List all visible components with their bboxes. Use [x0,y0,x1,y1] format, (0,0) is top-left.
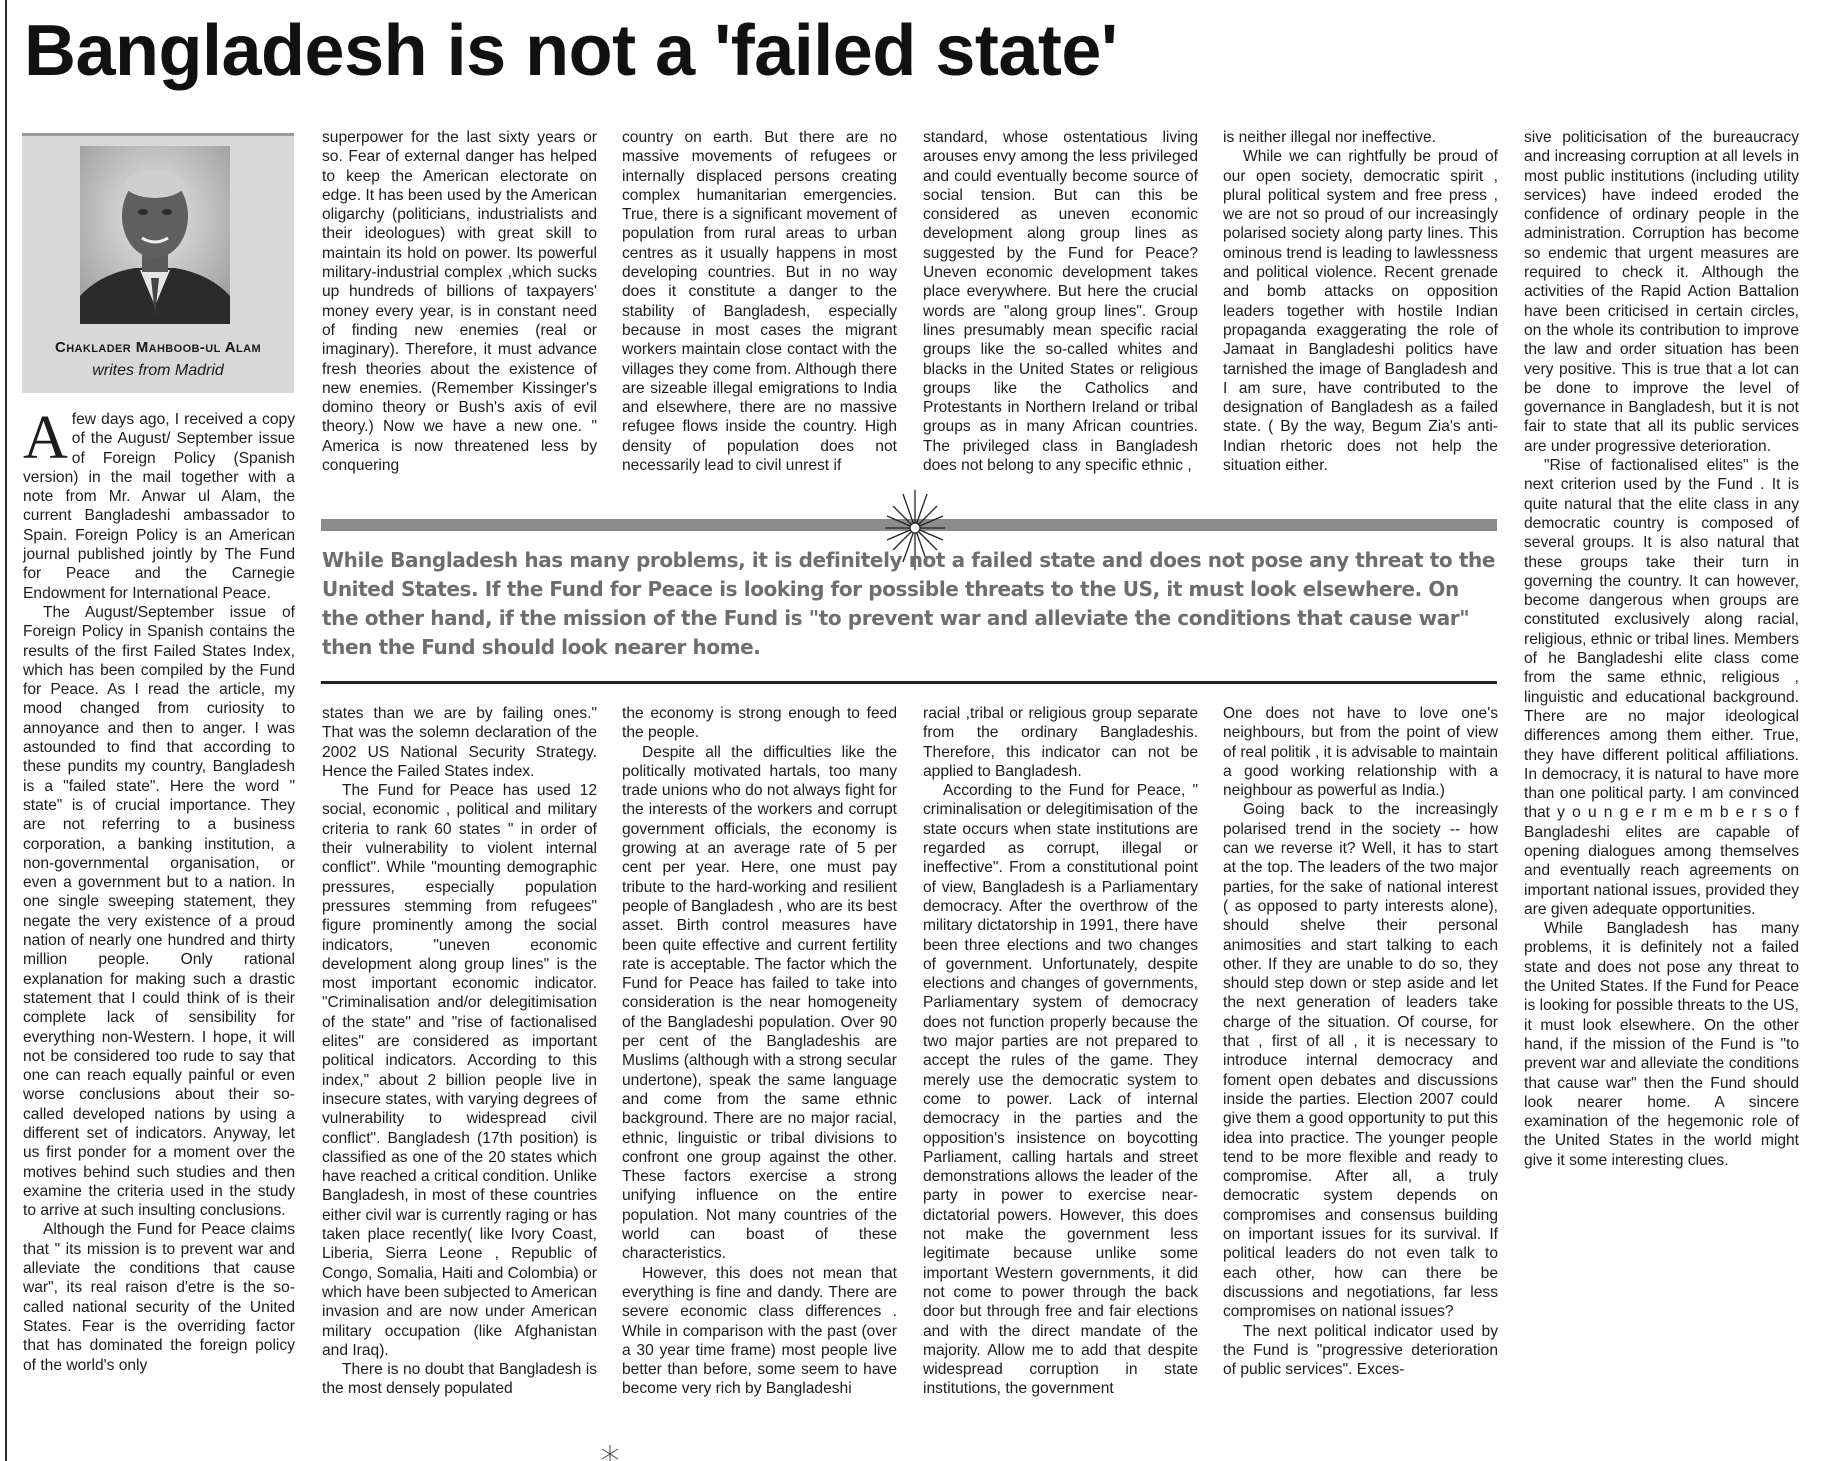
paragraph: states than we are by failing ones." That was the solemn declaration of the 2002 US National Security Strategy. Hence the Failed States index. [322,705,597,780]
paragraph: is neither illegal nor ineffective. [1223,129,1436,146]
column-2-bottom [322,704,597,1399]
paragraph: The August/September issue of Foreign Policy in Spanish contains the results of the first Failed States Index, which has been compiled by the Fund for Peace. As I read the article, my mood changed from curiosity to annoyance and then to anger. I was astounded to find that according to these pundits my country, Bangladesh is a "failed state". Here the word " state" is of crucial importance. They are not referring to a business corporation, a banking institution, a non-governmental organisation, or even a government but to a nation. In one single sweeping statement, they negate the very existence of a proud nation of nearly one hundred and thirty million people. Only rational explanation for making such a drastic statement that I could think of is their complete lack of sensibility for everything non-Western. I hope, it will not be considered too rude to say that one can reach equally painful or even worse conclusions about their so-called developed nations by using a different set of indicators. Anyway, let us first ponder for a moment over the motives behind such studies and then examine the criteria used in the study to arrive at such insulting conclusions. [23,603,295,1220]
paragraph: sive politicisation of the bureaucracy and increasing corruption at all levels in most public institutions (including utility services) have indeed eroded the confidence of ordinary people in the administration. Corruption has become so endemic that urgent measures are required to check it. Although the activities of the Rapid Action Battalion have been criticised in certain circles, on the whole its contribution to improve the law and order situation has been very positive. This is true that a lot can be done to improve the level of governance in Bangladesh, but it is not fair to state that all its public services are under progressive deterioration. [1524,129,1799,455]
paragraph: "Rise of factionalised elites" is the next criterion used by the Fund . It is quite natural that the elite class in any democratic country is composed of several groups. It is also natural that these groups take their turn in governing the country. It can however, become dangerous when groups are constituted exclusively along racial, religious, ethnic or tribal lines. Members of he Bangladeshi elite class come from the same ethnic, religious , linguistic and educational background. There are no major ideological differences among them either. True, they have different political affiliations. In democracy, it is natural to have more than one political party. I am convinced that y o u n g e r m e m b e r s o f Bangladeshi elites are capable of opening dialogues among themselves and eventually reach agreements on important national issues, provided they are given adequate opportunities. [1524,457,1799,918]
paragraph: The Fund for Peace has used 12 social, economic , political and military criteria to rank 60 states " in order of their vulnerability to violent internal conflict". While "mounting demographic pressures, especially population pressures stemming from refugees" figure prominently among the social indicators, "uneven economic development along group lines" is the most important economic indicator. "Criminalisation and/or delegitimisation of the state" and "rise of factionalised elites" are considered as important political indicators. According to this index," about 2 billion people live in insecure states, with varying degrees of vulnerability to widespread civil conflict". Bangladesh (17th position) is classified as one of the 20 states which have reached a critical condition. Unlike Bangladesh, in most of these countries either civil war is currently raging or has taken place recently( like Ivory Coast, Liberia, Sierra Leone , Republic of Congo, Somalia, Haiti and Colombia) or which have been subjected to American invasion and are now under American military occupation (like Afghanistan and Iraq). [322,782,597,1359]
pull-quote-bottom-rule [321,681,1497,684]
column-4-top [923,128,1198,475]
column-1 [23,404,295,1375]
column-3-bottom [622,704,897,1399]
paragraph: Going back to the increasingly polarised trend in the society -- how can we reverse it? Well, it has to start at the top. The leaders of the two major parties, for the sake of national interest ( as opposed to party interests alone), should shelve their personal animosities and start talking to each other. If they are unable to do so, they should step down or step aside and let the next generation of leaders take charge of the situation. Of course, for that , first of all , it is necessary to introduce internal democracy and foment open debates and discussions inside the parties. Election 2007 could give them a good opportunity to put this idea into practice. The younger people tend to be more flexible and ready to compromise. After all, a truly democratic system depends on compromises and consensus building on important issues for its survival. If political leaders do not even talk to each other, how can there be discussions and negotiations, far less compromises on national issues? [1223,801,1498,1321]
paragraph: superpower for the last sixty years or so. Fear of external danger has helped to keep the American electorate on edge. It has been used by the American oligarchy (politicians, industrialists and their ideologues) with great skill to maintain its hold on power. Its powerful military-industrial complex ,which sucks up hundreds of billions of taxpayers' money every year, is in constant need of finding new enemies (real or imaginary). Therefore, it must advance fresh theories about the existence of new enemies. (Remember Kissinger's domino theory or Bush's axis of evil theory.) Now we have a new one. " America is now threatened less by conquering [322,129,597,475]
paragraph: According to the Fund for Peace, " criminalisation or delegitimisation of the state occurs when state institutions are regarded as corrupt, illegal or ineffective". From a constitutional point of view, Bangladesh is a Parliamentary democracy. After the overthrow of the military dictatorship in 1991, there have been three elections and two changes of government. Unfortunately, despite elections and changes of governments, Parliamentary system of democracy does not function properly because the two major parties are not prepared to accept the rules of the game. They merely use the democratic system to come to power. Lack of internal democracy in the parties and the opposition's insistence on boycotting Parliament, calling hartals and street demonstrations allows the leader of the party in power to exercise near-dictatorial powers. However, this does not make the government less legitimate because unlike some important Western governments, it did not come to power through the back door but through free and fair elections and with the direct mandate of the majority. Allow me to add that despite widespread corruption in state institutions, the government [923,782,1198,1398]
left-border-rule [5,0,7,1461]
paragraph: standard, whose ostentatious living arouses envy among the less privileged and could eventually become source of social tension. But can this be considered as uneven economic development along group lines as suggested by the Fund for Peace? Uneven economic development takes place everywhere. But here the crucial words are "along group lines". Group lines presumably mean specific racial groups like the so-called whites and blacks in the United States or religious groups like the Catholics and Protestants in Northern Ireland or tribal groups as in many African countries. The privileged class in Bangladesh does not belong to any specific ethnic , [923,129,1198,475]
column-3-top [622,128,897,475]
author-portrait [80,146,230,324]
paragraph: However, this does not mean that everything is fine and dandy. There are severe economic class differences . While in comparison with the past (over a 30 year time frame) most people live better than before, some seem to have become very rich by Bangladeshi [622,1264,897,1398]
column-5-top [1223,128,1498,475]
paragraph: While Bangladesh has many problems, it is definitely not a failed state and does not pose any threat to the United States. If the Fund for Peace is looking for possible threats to the US, it must look elsewhere. On the other hand, if the mission of the Fund is "to prevent war and alleviate the conditions that cause war" then the Fund should look nearer home. A sincere examination of the hegemonic role of the United States in the world might give it some interesting clues. [1524,920,1799,1169]
paragraph: The next political indicator used by the Fund is "progressive deterioration of public services". Exces- [1223,1322,1498,1379]
small-ornament [598,1445,622,1461]
paragraph: Despite all the difficulties like the politically motivated hartals, too many trade unions who do not always fight for the interests of the workers and corrupt government officials, the economy is growing at an average rate of 5 per cent per year. Here, one must pay tribute to the hard-working and resilient people of Bangladesh , who are its best asset. Birth control measures have been quite effective and current fertility rate is acceptable. The factor which the Fund for Peace has failed to take into consideration is the near homogeneity of the Bangladeshi population. Over 90 per cent of the Bangladeshis are Muslims (although with a strong secular undertone), speak the same language and come from the same ethnic background. There are no major racial, ethnic, linguistic or tribal divisions to confront one group against the other. These factors exercise a strong unifying influence on the entire population. Not many countries of the world can boast of these characteristics. [622,743,897,1263]
column-5-bottom [1223,704,1498,1379]
paragraph: country on earth. But there are no massive movements of refugees or internally displaced persons creating complex humanitarian emergencies. True, there is a significant movement of population from rural areas to urban centres as it usually happens in most developing countries. But in no way does it constitute a danger to the stability of Bangladesh, especially because in most cases the migrant workers maintain close contact with the villages they come from. Although there are sizeable illegal emigrations to India and elsewhere, there are no massive refugee flows inside the country. High density of population does not necessarily lead to civil unrest if [622,129,897,475]
paragraph: racial ,tribal or religious group separate from the ordinary Bangladeshis. Therefore, this indicator can not be applied to Bangladesh. [923,705,1198,780]
column-6 [1524,128,1799,1170]
paragraph: While we can rightfully be proud of our open society, democratic spirit , plural political system and free press , we are not so proud of our increasingly polarised society along party lines. This ominous trend is leading to lawlessness and political violence. Recent grenade and bomb attacks on opposition leaders together with hostile Indian propaganda exaggerating the role of Jamaat in Bangladeshi politics have tarnished the image of Bangladesh and I am sure, have contributed to the designation of Bangladesh as a failed state. ( By the way, Begum Zia's anti-Indian rhetoric does not help the situation either. [1223,148,1498,475]
author-location: writes from Madrid [92,362,224,379]
paragraph: the economy is strong enough to feed the people. [622,705,897,742]
author-name: Chaklader Mahboob-ul Alam [54,339,262,356]
byline-box [22,133,294,393]
column-2-top [322,128,597,475]
paragraph: Although the Fund for Peace claims that " its mission is to prevent war and alleviate the conditions that cause war", its real raison d'etre is the so-called national security of the United States. Fear is the overriding factor that has dominated the foreign policy of the world's only [23,1221,295,1374]
column-4-bottom [923,704,1198,1399]
paragraph: There is no doubt that Bangladesh is the most densely populated [322,1361,597,1398]
pull-quote: While Bangladesh has many problems, it is definitely not a failed state and does not pose any threat to the United States. If the Fund for Peace is looking for possible threats to the US, it must look elsewhere. On the other hand, if the mission of the Fund is "to prevent war and alleviate the conditions that cause war" then the Fund should look nearer home. [322,548,1495,659]
paragraph: Afew days ago, I received a copy of the August/ September issue of Foreign Policy (Spanish version) in the mail together with a note from Mr. Anwar ul Alam, the current Bangladeshi ambassador to Spain. Foreign Policy is an American journal published jointly by The Fund for Peace and the Carnegie Endowment for International Peace. [23,404,295,602]
headline: Bangladesh is not a 'failed state' [24,11,1118,91]
paragraph: One does not have to love one's neighbours, but from the point of view of real politik , it is advisable to maintain a good working relationship with a neighbour as powerful as India.) [1223,705,1498,800]
drop-cap: A [23,404,68,472]
